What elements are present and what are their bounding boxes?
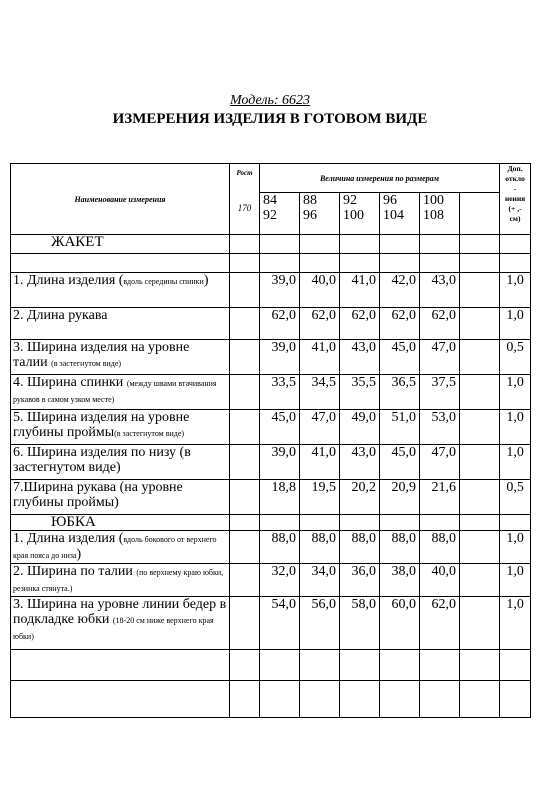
- empty-cell: [460, 564, 500, 597]
- value-cell: 36,0: [340, 564, 380, 597]
- col-sizes-header: Величина измерения по размерам: [260, 164, 500, 193]
- value-cell: 88,0: [340, 531, 380, 564]
- table-row: [11, 375, 531, 410]
- value-cell: 21,6: [420, 480, 460, 515]
- measurement-name: [11, 597, 230, 650]
- value-cell: 49,0: [340, 410, 380, 445]
- value-cell: 88,0: [380, 531, 420, 564]
- empty-cell: [460, 308, 500, 340]
- rost-cell: [230, 480, 260, 515]
- rost-cell: [230, 308, 260, 340]
- size-cell: 92 100: [340, 193, 380, 235]
- dop-line: откло: [505, 174, 525, 183]
- empty-cell: [460, 410, 500, 445]
- value-cell: 39,0: [260, 445, 300, 480]
- table-row: [11, 480, 531, 515]
- table-row: [11, 410, 531, 445]
- value-cell: 19,5: [300, 480, 340, 515]
- measurement-name: [11, 308, 230, 340]
- rost-cell: [230, 410, 260, 445]
- measurement-label: 7.Ширина рукава (на уровне глубины проймы): [13, 480, 183, 510]
- empty-cell: [460, 597, 500, 650]
- value-cell: 45,0: [380, 445, 420, 480]
- measurement-name: [11, 340, 230, 375]
- measurement-label: 2. Ширина по талии: [13, 564, 137, 579]
- page-title: ИЗМЕРЕНИЯ ИЗДЕЛИЯ В ГОТОВОМ ВИДЕ: [112, 111, 428, 127]
- value-cell: 40,0: [300, 273, 340, 308]
- rost-label: Рост: [236, 169, 253, 177]
- value-cell: 35,5: [340, 375, 380, 410]
- dop-line: нения: [504, 194, 526, 203]
- rost-cell: [230, 375, 260, 410]
- value-cell: 62,0: [300, 308, 340, 340]
- measurement-name: [11, 410, 230, 445]
- table-row: [11, 564, 531, 597]
- value-cell: 62,0: [340, 308, 380, 340]
- measurement-tail: ): [76, 547, 82, 562]
- measurement-label: 4. Ширина спинки: [13, 375, 127, 390]
- value-cell: 45,0: [260, 410, 300, 445]
- value-cell: 38,0: [380, 564, 420, 597]
- empty-cell: [460, 375, 500, 410]
- table-row: [11, 445, 531, 480]
- value-cell: 20,9: [380, 480, 420, 515]
- empty-cell: [460, 480, 500, 515]
- size-cell: 88 96: [300, 193, 340, 235]
- value-cell: 36,5: [380, 375, 420, 410]
- rost-value: 170: [237, 203, 252, 213]
- measurement-label: 6. Ширина изделия по низу (в застегнутом виде): [13, 445, 191, 475]
- measurement-label: 3. Ширина на уровне линии бедер в подкладке юбки: [13, 597, 227, 627]
- measurement-label: 5. Ширина изделия на уровне глубины проймы: [13, 410, 190, 440]
- rost-cell: [230, 445, 260, 480]
- measurement-note: вдоль середины спинки: [123, 277, 204, 286]
- section-jacket: ЖАКЕТ: [11, 235, 230, 254]
- measurement-name: [11, 273, 230, 308]
- value-cell: 40,0: [420, 564, 460, 597]
- empty-cell: [460, 445, 500, 480]
- value-cell: 47,0: [420, 340, 460, 375]
- value-cell: 62,0: [420, 308, 460, 340]
- rost-cell: [230, 531, 260, 564]
- value-cell: 60,0: [380, 597, 420, 650]
- rost-cell: [230, 564, 260, 597]
- col-rost-header: [230, 164, 260, 235]
- measurement-name: [11, 375, 230, 410]
- empty-row: [11, 650, 531, 681]
- header-row-1: [11, 164, 531, 193]
- measurements-table: [10, 163, 531, 718]
- measurement-note: (18-20 см ниже верхнего края юбки): [13, 616, 214, 641]
- value-cell: 43,0: [420, 273, 460, 308]
- value-cell: 18,8: [260, 480, 300, 515]
- measurement-name: [11, 445, 230, 480]
- col-name-header: Наименование измерения: [11, 164, 230, 235]
- spacer-row: [11, 254, 531, 273]
- table-row: [11, 340, 531, 375]
- value-cell: 39,0: [260, 273, 300, 308]
- rost-cell: [230, 273, 260, 308]
- value-cell: 53,0: [420, 410, 460, 445]
- measurement-note: (между швами втачивания рукавов в самом узком месте): [13, 379, 217, 404]
- tolerance-cell: 1,0: [500, 597, 531, 650]
- dop-line: -: [513, 184, 517, 193]
- measurement-label: 3. Ширина изделия на уровне талии: [13, 340, 190, 370]
- tolerance-cell: 0,5: [500, 340, 531, 375]
- value-cell: 20,2: [340, 480, 380, 515]
- value-cell: 37,5: [420, 375, 460, 410]
- section-row: [11, 515, 531, 531]
- measurement-name: [11, 480, 230, 515]
- size-cell-empty: [460, 193, 500, 235]
- table-row: [11, 531, 531, 564]
- value-cell: 34,5: [300, 375, 340, 410]
- measurement-tail: ): [203, 273, 209, 288]
- value-cell: 58,0: [340, 597, 380, 650]
- rost-cell: [230, 597, 260, 650]
- tolerance-cell: 1,0: [500, 273, 531, 308]
- rost-cell: [230, 340, 260, 375]
- value-cell: 88,0: [300, 531, 340, 564]
- value-cell: 62,0: [420, 597, 460, 650]
- tolerance-cell: 1,0: [500, 564, 531, 597]
- tolerance-cell: 1,0: [500, 445, 531, 480]
- value-cell: 54,0: [260, 597, 300, 650]
- value-cell: 39,0: [260, 340, 300, 375]
- value-cell: 41,0: [300, 340, 340, 375]
- size-cell: 96 104: [380, 193, 420, 235]
- measurement-name: [11, 531, 230, 564]
- value-cell: 47,0: [300, 410, 340, 445]
- measurement-note: (по верхнему краю юбки, резинка стянута.): [13, 568, 224, 593]
- skirt-rows: [11, 531, 531, 650]
- table-row: [11, 273, 531, 308]
- tolerance-cell: 1,0: [500, 375, 531, 410]
- value-cell: 56,0: [300, 597, 340, 650]
- empty-cell: [460, 273, 500, 308]
- value-cell: 41,0: [300, 445, 340, 480]
- dop-line: см): [509, 214, 521, 223]
- value-cell: 88,0: [420, 531, 460, 564]
- model-number: Модель: 6623: [229, 93, 311, 108]
- value-cell: 45,0: [380, 340, 420, 375]
- table-row: [11, 308, 531, 340]
- value-cell: 43,0: [340, 445, 380, 480]
- tolerance-cell: 1,0: [500, 308, 531, 340]
- tolerance-cell: 0,5: [500, 480, 531, 515]
- value-cell: 51,0: [380, 410, 420, 445]
- section-row: [11, 235, 531, 254]
- value-cell: 62,0: [260, 308, 300, 340]
- measurement-label: 2. Длина рукава: [13, 308, 108, 323]
- dop-line: Доп.: [507, 164, 523, 173]
- size-cell: 84 92: [260, 193, 300, 235]
- size-cell: 100 108: [420, 193, 460, 235]
- empty-cell: [460, 531, 500, 564]
- empty-row: [11, 681, 531, 718]
- value-cell: 34,0: [300, 564, 340, 597]
- jacket-rows: [11, 273, 531, 515]
- measurement-note: вдоль бокового от верхнего края пояса до низа: [13, 535, 217, 560]
- value-cell: 62,0: [380, 308, 420, 340]
- value-cell: 47,0: [420, 445, 460, 480]
- measurement-name: [11, 564, 230, 597]
- tolerance-cell: 1,0: [500, 531, 531, 564]
- measurement-note: (в застегнутом виде): [51, 359, 122, 368]
- measurement-note: (в застегнутом виде): [114, 429, 185, 438]
- measurement-label: 1. Длина изделия (: [13, 531, 124, 546]
- tolerance-cell: 1,0: [500, 410, 531, 445]
- table-row: [11, 597, 531, 650]
- value-cell: 33,5: [260, 375, 300, 410]
- empty-cell: [460, 340, 500, 375]
- value-cell: 43,0: [340, 340, 380, 375]
- dop-line: (+ ,-: [508, 204, 522, 213]
- measurement-label: 1. Длина изделия (: [13, 273, 124, 288]
- value-cell: 88,0: [260, 531, 300, 564]
- col-dop-header: [500, 164, 531, 235]
- value-cell: 41,0: [340, 273, 380, 308]
- value-cell: 32,0: [260, 564, 300, 597]
- section-skirt: ЮБКА: [11, 515, 230, 531]
- value-cell: 42,0: [380, 273, 420, 308]
